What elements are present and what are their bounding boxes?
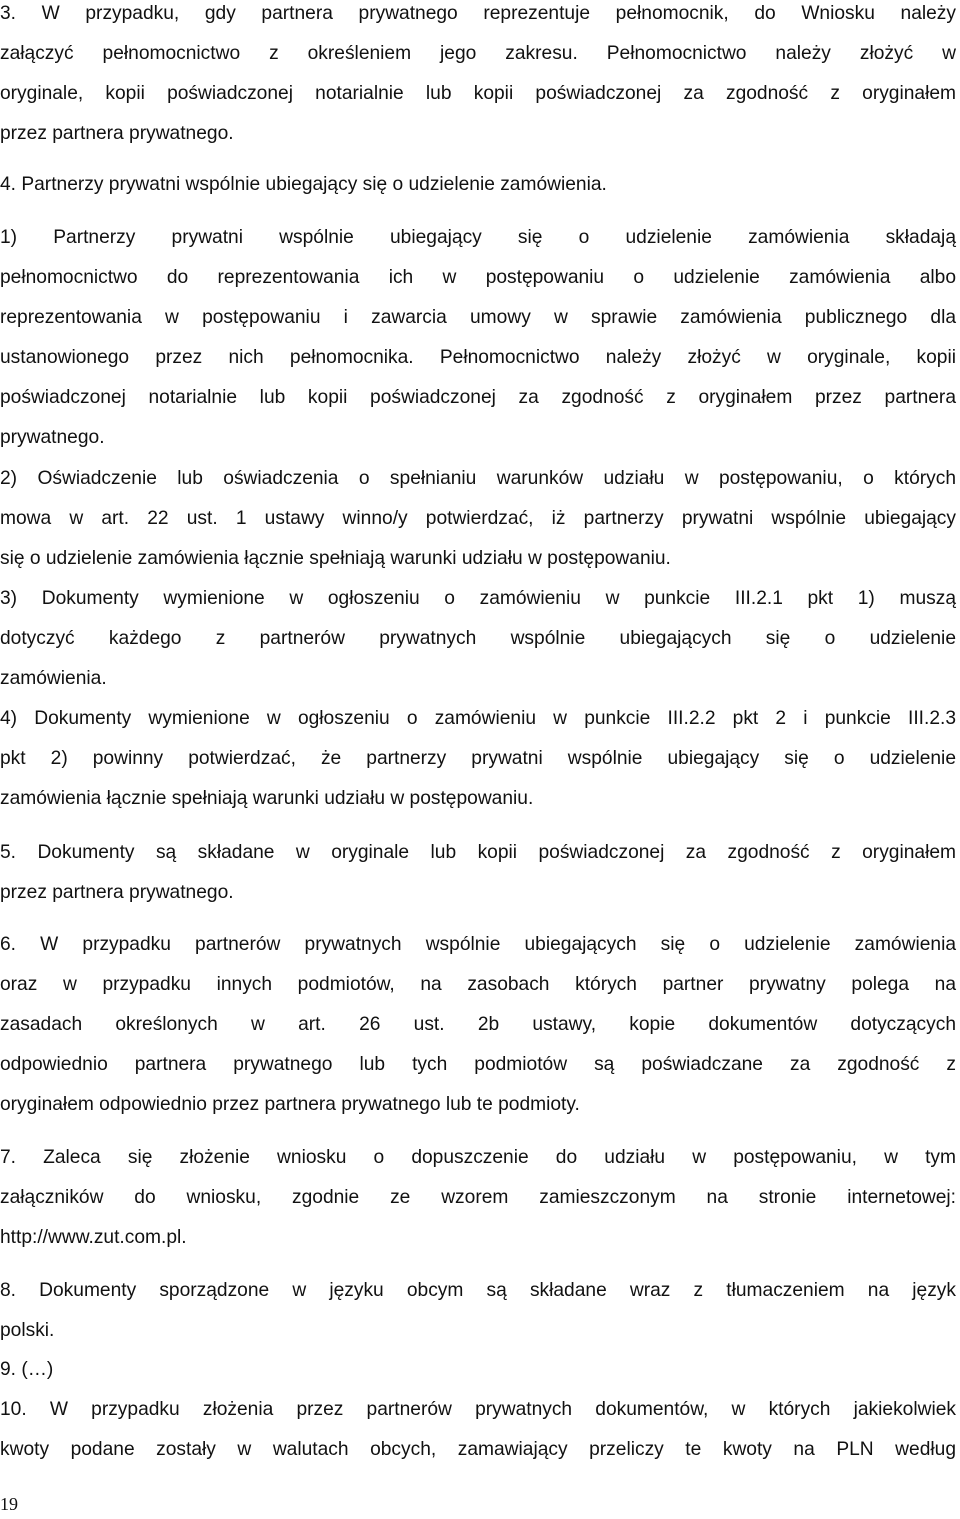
paragraph-9	[0, 1350, 956, 1390]
text-line: oryginale, kopii poświadczonej notarialnie lub kopii poświadczonej za zgodność z oryginałem	[0, 83, 956, 104]
paragraph-4-4	[0, 699, 956, 819]
paragraph-7	[0, 1138, 956, 1258]
text-line: mowa w art. 22 ust. 1 ustawy winno/y potwierdzać, iż partnerzy prywatni wspólnie ubiegający	[0, 508, 956, 529]
paragraph-4-3	[0, 579, 956, 699]
paragraph-8	[0, 1271, 956, 1351]
paragraph-5	[0, 833, 956, 913]
text-line: 4) Dokumenty wymienione w ogłoszeniu o zamówieniu w punkcie III.2.2 pkt 2 i punkcie III.2.3	[0, 708, 956, 729]
paragraph-4	[0, 165, 956, 205]
paragraph-4-1	[0, 218, 956, 458]
text-line: polski.	[0, 1320, 55, 1341]
text-line: 10. W przypadku złożenia przez partnerów prywatnych dokumentów, w których jakiekolwiek	[0, 1399, 956, 1420]
page-number: 19	[0, 1494, 18, 1514]
text-line: się o udzielenie zamówienia łącznie spełniają warunki udziału w postępowaniu.	[0, 548, 671, 569]
paragraph-4-2	[0, 459, 956, 579]
paragraph-3	[0, 0, 956, 154]
text-line: http://www.zut.com.pl.	[0, 1227, 187, 1248]
text-line: prywatnego.	[0, 427, 105, 448]
text-line: zasadach określonych w art. 26 ust. 2b ustawy, kopie dokumentów dotyczących	[0, 1014, 956, 1035]
text-line: pełnomocnictwo do reprezentowania ich w postępowaniu o udzielenie zamówienia albo	[0, 267, 956, 288]
text-line: poświadczonej notarialnie lub kopii poświadczonej za zgodność z oryginałem przez partnera	[0, 387, 956, 408]
paragraph-6	[0, 925, 956, 1125]
text-line: 3. W przypadku, gdy partnera prywatnego reprezentuje pełnomocnik, do Wniosku należy	[0, 3, 956, 24]
text-line: dotyczyć każdego z partnerów prywatnych wspólnie ubiegających się o udzielenie	[0, 628, 956, 649]
text-line: oraz w przypadku innych podmiotów, na zasobach których partner prywatny polega na	[0, 974, 956, 995]
paragraph-10	[0, 1390, 956, 1470]
text-line: 1) Partnerzy prywatni wspólnie ubiegający się o udzielenie zamówienia składają	[0, 227, 956, 248]
text-line: reprezentowania w postępowaniu i zawarcia umowy w sprawie zamówienia publicznego dla	[0, 307, 956, 328]
text-line: ustanowionego przez nich pełnomocnika. Pełnomocnictwo należy złożyć w oryginale, kopii	[0, 347, 956, 368]
text-line: 4. Partnerzy prywatni wspólnie ubiegający się o udzielenie zamówienia.	[0, 174, 607, 195]
text-line: 3) Dokumenty wymienione w ogłoszeniu o zamówieniu w punkcie III.2.1 pkt 1) muszą	[0, 588, 956, 609]
text-line: odpowiednio partnera prywatnego lub tych podmiotów są poświadczane za zgodność z	[0, 1054, 956, 1075]
text-line: zamówienia.	[0, 668, 107, 689]
text-line: przez partnera prywatnego.	[0, 123, 234, 144]
text-line: 7. Zaleca się złożenie wniosku o dopuszczenie do udziału w postępowaniu, w tym	[0, 1147, 956, 1168]
text-line: 6. W przypadku partnerów prywatnych wspólnie ubiegających się o udzielenie zamówienia	[0, 934, 956, 955]
text-line: załączników do wniosku, zgodnie ze wzorem zamieszczonym na stronie internetowej:	[0, 1187, 956, 1208]
text-line: 9. (…)	[0, 1359, 54, 1380]
text-line: 5. Dokumenty są składane w oryginale lub kopii poświadczonej za zgodność z oryginałem	[0, 842, 956, 863]
text-line: przez partnera prywatnego.	[0, 882, 234, 903]
text-line: zamówienia łącznie spełniają warunki udziału w postępowaniu.	[0, 788, 534, 809]
text-line: oryginałem odpowiednio przez partnera prywatnego lub te podmioty.	[0, 1094, 580, 1115]
text-line: załączyć pełnomocnictwo z określeniem jego zakresu. Pełnomocnictwo należy złożyć w	[0, 43, 956, 64]
text-line: kwoty podane zostały w walutach obcych, zamawiający przeliczy te kwoty na PLN według	[0, 1439, 956, 1460]
text-line: 2) Oświadczenie lub oświadczenia o spełnianiu warunków udziału w postępowaniu, o których	[0, 468, 956, 489]
text-line: 8. Dokumenty sporządzone w języku obcym są składane wraz z tłumaczeniem na język	[0, 1280, 956, 1301]
text-line: pkt 2) powinny potwierdzać, że partnerzy prywatni wspólnie ubiegający się o udzielenie	[0, 748, 956, 769]
